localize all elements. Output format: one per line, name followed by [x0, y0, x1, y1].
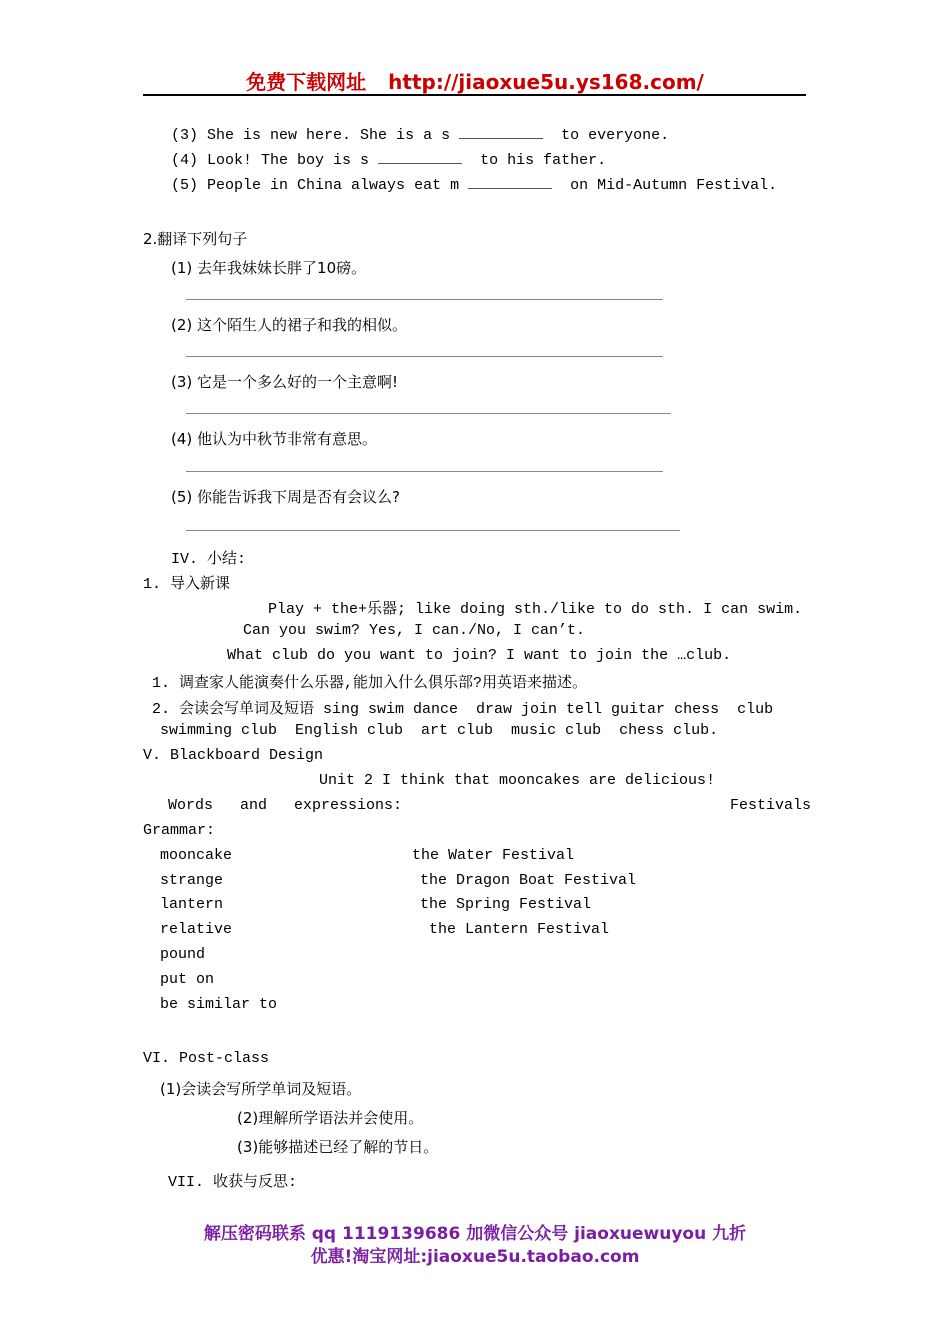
- summary-line-2: Can you swim? Yes, I can./No, I can’t.: [243, 622, 586, 639]
- post-class-item-3: (3)能够描述已经了解的节日。: [237, 1138, 439, 1156]
- site-label: 免费下载网址: [246, 70, 367, 94]
- answer-line-2[interactable]: [186, 356, 663, 357]
- answer-line-3[interactable]: [186, 413, 671, 414]
- festival-item: the Dragon Boat Festival: [420, 872, 637, 889]
- blackboard-title: Unit 2 I think that mooncakes are delicious!: [319, 772, 716, 789]
- words-label: Words and expressions:: [168, 797, 403, 814]
- footer-line-1: 解压密码联系 qq 1119139686 加微信公众号 jiaoxuewuyou 九折: [203, 1224, 747, 1244]
- summary-line-1: Play + the+乐器; like doing sth./like to do sth. I can swim.: [268, 601, 803, 618]
- fill-blank-4: (4) Look! The boy is s to his father.: [171, 149, 606, 169]
- post-class-heading: VI. Post-class: [143, 1050, 270, 1067]
- translate-item-3: (3) 它是一个多么好的一个主意啊!: [171, 373, 399, 391]
- summary-item-1: 1. 调查家人能演奏什么乐器,能加入什么俱乐部?用英语来描述。: [152, 675, 588, 692]
- answer-blank[interactable]: [468, 174, 552, 189]
- word-item: relative: [160, 921, 233, 938]
- festivals-label: Festivals: [730, 797, 812, 814]
- word-item: put on: [160, 971, 215, 988]
- answer-line-5[interactable]: [186, 530, 680, 531]
- festival-item: the Water Festival: [412, 847, 575, 864]
- word-item: strange: [160, 872, 224, 889]
- fill-blank-5: (5) People in China always eat m on Mid-Autumn Festival.: [171, 174, 777, 194]
- answer-blank[interactable]: [378, 149, 462, 164]
- translate-item-1: (1) 去年我妹妹长胖了10磅。: [171, 259, 367, 277]
- footer-line-2: 优惠!淘宝网址:jiaoxue5u.taobao.com: [310, 1247, 640, 1267]
- grammar-label: Grammar:: [143, 822, 216, 839]
- blackboard-heading: V. Blackboard Design: [143, 747, 324, 764]
- page-header: [0, 66, 950, 95]
- translate-item-5: (5) 你能告诉我下周是否有会议么?: [171, 488, 400, 506]
- site-url-link[interactable]: http://jiaoxue5u.ys168.com/: [388, 70, 704, 94]
- summary-heading: IV. 小结:: [171, 551, 247, 568]
- reflection-heading: VII. 收获与反思:: [168, 1174, 298, 1191]
- answer-line-4[interactable]: [186, 471, 663, 472]
- translate-item-2: (2) 这个陌生人的裙子和我的相似。: [171, 316, 408, 334]
- word-item: lantern: [160, 896, 224, 913]
- answer-line-1[interactable]: [186, 299, 663, 300]
- summary-sub-1: 1. 导入新课: [143, 576, 231, 593]
- header-divider: [143, 94, 806, 96]
- festival-item: the Spring Festival: [420, 896, 592, 913]
- post-class-item-2: (2)理解所学语法并会使用。: [237, 1109, 424, 1127]
- translate-heading: 2.翻译下列句子: [143, 230, 248, 248]
- summary-line-3: What club do you want to join? I want to join the …club.: [227, 647, 732, 664]
- answer-blank[interactable]: [459, 124, 543, 139]
- word-item: mooncake: [160, 847, 233, 864]
- summary-item-2-cont: swimming club English club art club music club chess club.: [160, 722, 719, 739]
- translate-item-4: (4) 他认为中秋节非常有意思。: [171, 430, 378, 448]
- post-class-item-1: (1)会读会写所学单词及短语。: [160, 1080, 362, 1098]
- word-item: pound: [160, 946, 206, 963]
- fill-blank-3: (3) She is new here. She is a s to everyone.: [171, 124, 669, 144]
- word-item: be similar to: [160, 996, 278, 1013]
- summary-item-2: 2. 会读会写单词及短语 sing swim dance draw join tell guitar chess club: [152, 701, 774, 718]
- festival-item: the Lantern Festival: [429, 921, 610, 938]
